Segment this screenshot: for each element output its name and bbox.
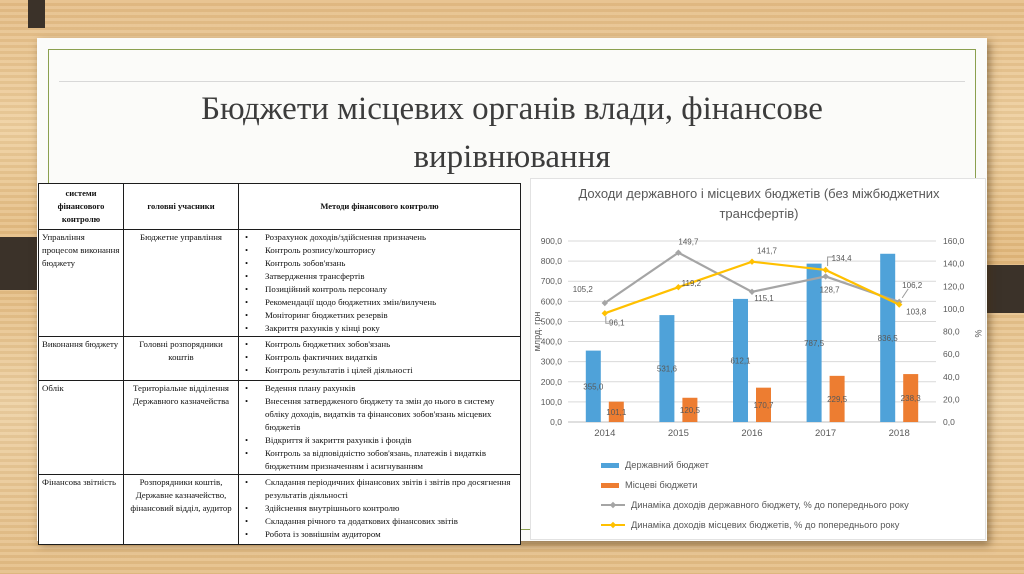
- table-row: [39, 337, 521, 381]
- method-item: • Контроль розпису/кошторису: [241, 244, 518, 257]
- method-item: • Складання періодичних фінансових звітів і звітів про досягнення результатів діяльності: [241, 476, 518, 502]
- svg-text:700,0: 700,0: [540, 276, 562, 287]
- chart-plot: [531, 179, 987, 541]
- line-data-labels: [573, 238, 927, 328]
- svg-text:800,0: 800,0: [540, 256, 562, 267]
- svg-text:300,0: 300,0: [540, 356, 562, 367]
- svg-text:2014: 2014: [594, 428, 616, 439]
- svg-text:млрд. грн: млрд. грн: [532, 311, 542, 352]
- methods-cell: [239, 230, 521, 337]
- accent-bar-right: [986, 265, 1024, 313]
- budget-bars: [586, 254, 918, 422]
- slide-title: Бюджети місцевих органів влади, фінансове вирівнювання: [201, 91, 823, 175]
- svg-text:229,5: 229,5: [827, 394, 848, 404]
- table-header-cell: системи фінансового контролю: [39, 184, 124, 230]
- svg-text:170,7: 170,7: [753, 400, 774, 410]
- participants-cell: Головні розпорядники коштів: [124, 337, 239, 381]
- svg-text:0,0: 0,0: [550, 417, 562, 427]
- svg-text:119,2: 119,2: [681, 279, 702, 289]
- method-item: • Контроль результатів і цілей діяльності: [241, 364, 518, 377]
- system-cell: Управління процесом виконання бюджету: [39, 230, 124, 337]
- svg-text:60,0: 60,0: [943, 349, 960, 360]
- x-axis: [594, 428, 910, 439]
- participants-cell: Розпорядники коштів, Державне казначейство, фінансовий відділ, аудитор: [124, 475, 239, 545]
- svg-text:80,0: 80,0: [943, 326, 960, 337]
- method-item: • Контроль бюджетних зобов'язань: [241, 338, 518, 351]
- method-item: • Робота із зовнішнім аудитором: [241, 528, 518, 541]
- svg-text:2017: 2017: [815, 428, 837, 439]
- method-item: • Закриття рахунків у кінці року: [241, 322, 518, 335]
- chart-title: Доходи державного і місцевих бюджетів (без міжбюджетних трансфертів): [578, 186, 940, 221]
- svg-text:120,0: 120,0: [943, 281, 965, 292]
- svg-text:836,5: 836,5: [877, 333, 898, 343]
- left-axis: [532, 236, 562, 427]
- svg-text:40,0: 40,0: [943, 371, 960, 382]
- method-item: • Позиційний контроль персоналу: [241, 283, 518, 296]
- svg-text:2018: 2018: [888, 428, 910, 439]
- legend-label: Державний бюджет: [625, 460, 709, 470]
- svg-text:600,0: 600,0: [540, 296, 562, 307]
- accent-bar-top: [28, 0, 45, 28]
- table-row: [39, 381, 521, 475]
- methods-cell: [239, 475, 521, 545]
- svg-text:%: %: [973, 329, 983, 338]
- system-cell: Виконання бюджету: [39, 337, 124, 381]
- svg-text:0,0: 0,0: [943, 417, 955, 427]
- legend-label: Місцеві бюджети: [625, 480, 698, 490]
- system-cell: Облік: [39, 381, 124, 475]
- svg-text:200,0: 200,0: [540, 376, 562, 387]
- method-item: • Затвердження трансфертів: [241, 270, 518, 283]
- svg-text:355,0: 355,0: [583, 382, 604, 392]
- table-header-cell: головні учасники: [124, 184, 239, 230]
- accent-bar-left: [0, 237, 37, 290]
- system-cell: Фінансова звітність: [39, 475, 124, 545]
- svg-text:100,0: 100,0: [540, 396, 562, 407]
- slide: [37, 38, 987, 541]
- svg-text:2016: 2016: [741, 428, 763, 439]
- svg-text:238,3: 238,3: [900, 394, 921, 404]
- method-item: • Складання річного та додаткових фінансових звітів: [241, 515, 518, 528]
- budget-chart: [530, 178, 986, 540]
- table-header: [39, 184, 521, 230]
- svg-text:500,0: 500,0: [540, 316, 562, 327]
- svg-text:787,5: 787,5: [804, 338, 825, 348]
- right-axis: [943, 236, 983, 427]
- svg-text:106,2: 106,2: [902, 280, 923, 290]
- svg-text:400,0: 400,0: [540, 336, 562, 347]
- svg-text:101,1: 101,1: [606, 407, 627, 417]
- method-item: • Контроль зобов'язань: [241, 257, 518, 270]
- svg-text:612,1: 612,1: [730, 356, 751, 366]
- table-row: [39, 475, 521, 545]
- method-item: • Контроль за відповідністю зобов'язань, платежів і видатків бюджетним призначенням і асигнуванням: [241, 447, 518, 473]
- svg-text:134,4: 134,4: [831, 253, 852, 263]
- method-item: • Моніторинг бюджетних резервів: [241, 309, 518, 322]
- table-header-cell: Методи фінансового контролю: [239, 184, 521, 230]
- methods-cell: [239, 381, 521, 475]
- method-item: • Відкриття й закриття рахунків і фондів: [241, 434, 518, 447]
- svg-text:531,6: 531,6: [656, 364, 677, 374]
- svg-text:105,2: 105,2: [572, 284, 593, 294]
- svg-text:96,1: 96,1: [609, 318, 625, 328]
- bar-data-labels: [583, 334, 921, 417]
- method-item: • Ведення плану рахунків: [241, 382, 518, 395]
- svg-text:160,0: 160,0: [943, 236, 965, 246]
- methods-cell: [239, 337, 521, 381]
- legend-label: Динаміка доходів місцевих бюджетів, % до попереднього року: [631, 520, 900, 530]
- svg-text:103,8: 103,8: [906, 307, 927, 317]
- svg-text:128,7: 128,7: [819, 285, 840, 295]
- svg-text:140,0: 140,0: [943, 258, 965, 269]
- legend-label: Динаміка доходів державного бюджету, % до попереднього року: [631, 500, 909, 510]
- svg-text:100,0: 100,0: [943, 303, 965, 314]
- method-item: • Внесення затвердженого бюджету та змін до нього в систему обліку доходів, видатків та фінансових зобов'язань місцевих бюджетів: [241, 395, 518, 434]
- table-row: [39, 230, 521, 337]
- title-divider: [59, 81, 965, 82]
- method-item: • Здійснення внутрішнього контролю: [241, 502, 518, 515]
- participants-cell: Територіальне відділення Державного казначейства: [124, 381, 239, 475]
- method-item: • Рекомендації щодо бюджетних змін/вилучень: [241, 296, 518, 309]
- svg-text:2015: 2015: [667, 428, 689, 439]
- svg-text:900,0: 900,0: [540, 236, 562, 246]
- svg-text:149,7: 149,7: [678, 237, 699, 247]
- svg-text:120,5: 120,5: [679, 405, 700, 415]
- financial-control-table: [38, 183, 521, 545]
- participants-cell: Бюджетне управління: [124, 230, 239, 337]
- svg-text:141,7: 141,7: [756, 246, 778, 256]
- svg-text:115,1: 115,1: [754, 293, 774, 303]
- svg-text:20,0: 20,0: [943, 394, 960, 405]
- dynamics-lines: [602, 246, 903, 316]
- method-item: • Розрахунок доходів/здійснення призначень: [241, 231, 518, 244]
- method-item: • Контроль фактичних видатків: [241, 351, 518, 364]
